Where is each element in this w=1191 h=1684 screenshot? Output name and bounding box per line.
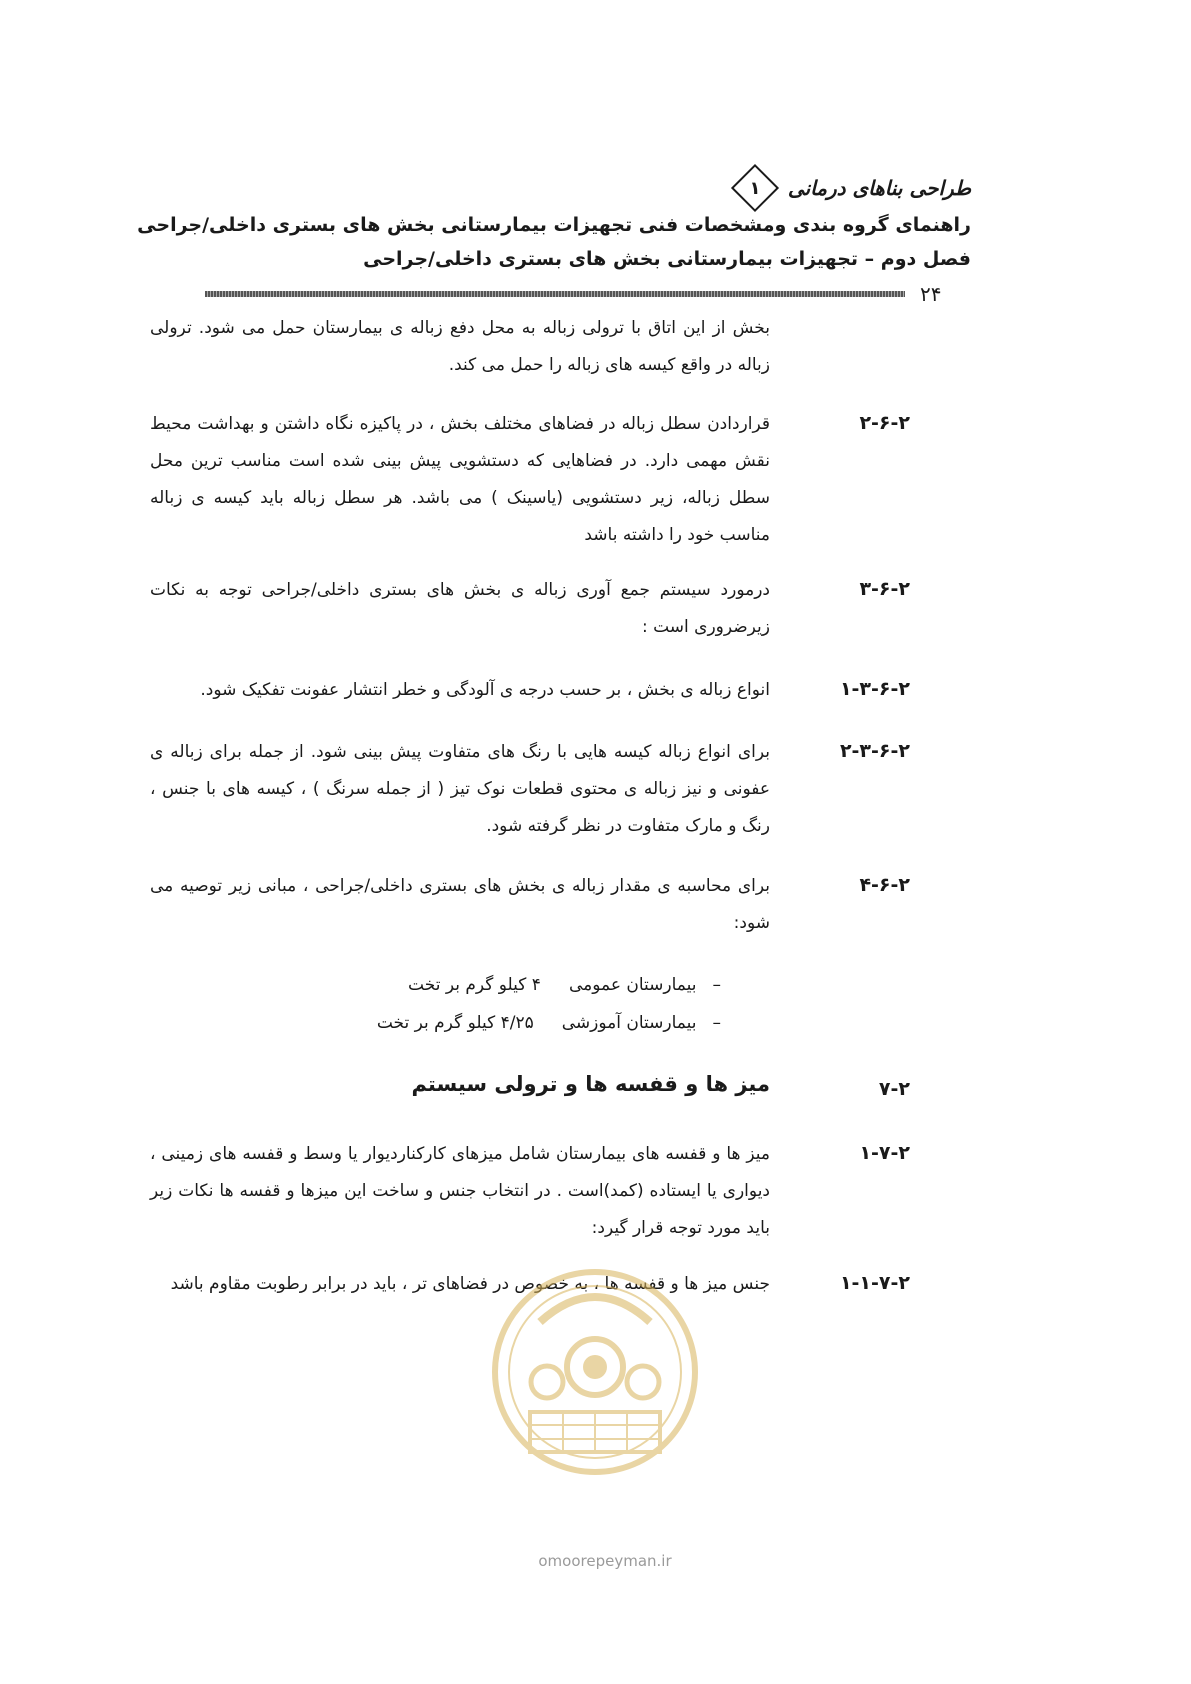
bullet-value: ۴/۲۵ کیلو گرم بر تخت <box>376 1013 534 1033</box>
section-text: برای انواع زباله کیسه هایی با رنگ های متفاوت پیش بینی شود. از جمله برای زباله ی عفونی و نیز زباله ی محتوی قطعات نوک تیز ( از جمله سرنگ ) ، کیسه های با جنس ، رنگ و مارک متفاوت در نظر گرفته شود. <box>150 742 770 836</box>
bullet-list <box>377 966 721 1042</box>
section-number: ۲-۳-۶-۲ <box>839 740 910 762</box>
section-number: ۴-۶-۲ <box>859 874 910 896</box>
watermark-seal-icon <box>485 1262 705 1482</box>
series-number: ۱ <box>749 177 761 199</box>
series-number-badge <box>731 164 779 212</box>
header-rule <box>205 291 905 297</box>
bullet-label: بیمارستان آموزشی <box>561 1013 697 1033</box>
series-title: طراحی بناهای درمانی <box>787 176 971 200</box>
heading-number: ۷-۲ <box>878 1078 910 1100</box>
section-text: برای محاسبه ی مقدار زباله ی بخش های بستری داخلی/جراحی ، مبانی زیر توصیه می شود: <box>150 876 770 933</box>
section-text: درمورد سیستم جمع آوری زباله ی بخش های بستری داخلی/جراحی توجه به نکات زیرضروری است : <box>150 580 770 637</box>
page-header <box>137 168 971 276</box>
section-heading: میز ها و قفسه ها و ترولی سیستم <box>411 1072 770 1096</box>
section-number: ۲-۶-۲ <box>859 412 910 434</box>
section-text: میز ها و قفسه های بیمارستان شامل میزهای کارکناردیوار یا وسط و قفسه های زمینی ، دیواری یا ایستاده (کمد)است . در انتخاب جنس و ساخت این میزها و قفسه ها نکات زیر باید مورد توجه قرار گیرد: <box>150 1144 770 1238</box>
intro-paragraph: بخش از این اتاق با ترولی زباله به محل دفع زباله ی بیمارستان حمل می شود. ترولی زباله در واقع کیسه های زباله را حمل می کند. <box>150 318 770 375</box>
main-title: راهنمای گروه بندی ومشخصات فنی تجهیزات بیمارستانی بخش های بستری داخلی/جراحی <box>137 214 971 236</box>
section-text: قراردادن سطل زباله در فضاهای مختلف بخش ، در پاکیزه نگاه داشتن و بهداشت محیط نقش مهمی دارد. در فضاهایی که دستشویی پیش بینی شده است مناسب ترین محل سطل زباله، زیر دستشویی (یاسینک ) می باشد. هر سطل زباله باید کیسه ی زباله مناسب خود را داشته باشد <box>150 414 770 545</box>
bullet-dash: – <box>712 1013 721 1033</box>
chapter-title: فصل دوم – تجهیزات بیمارستانی بخش های بستری داخلی/جراحی <box>363 248 971 270</box>
page-number: ۲۴ <box>920 282 942 306</box>
section-number: ۳-۶-۲ <box>859 578 910 600</box>
series-row <box>211 168 971 208</box>
bullet-item <box>377 966 721 1004</box>
bullet-value: ۴ کیلو گرم بر تخت <box>408 975 541 995</box>
section-text: جنس میز ها و قفسه ها ، به خصوص در فضاهای تر ، باید در برابر رطوبت مقاوم باشد <box>170 1274 770 1294</box>
bullet-label: بیمارستان عمومی <box>568 975 697 995</box>
bullet-item <box>377 1004 721 1042</box>
section-number: ۱-۷-۲ <box>859 1142 910 1164</box>
section-number: ۱-۱-۷-۲ <box>839 1272 910 1294</box>
section-number: ۱-۳-۶-۲ <box>839 678 910 700</box>
section-text: انواع زباله ی بخش ، بر حسب درجه ی آلودگی و خطر انتشار عفونت تفکیک شود. <box>200 680 770 700</box>
watermark-url: omoorepeyman.ir <box>538 1552 672 1570</box>
bullet-dash: – <box>712 975 721 995</box>
